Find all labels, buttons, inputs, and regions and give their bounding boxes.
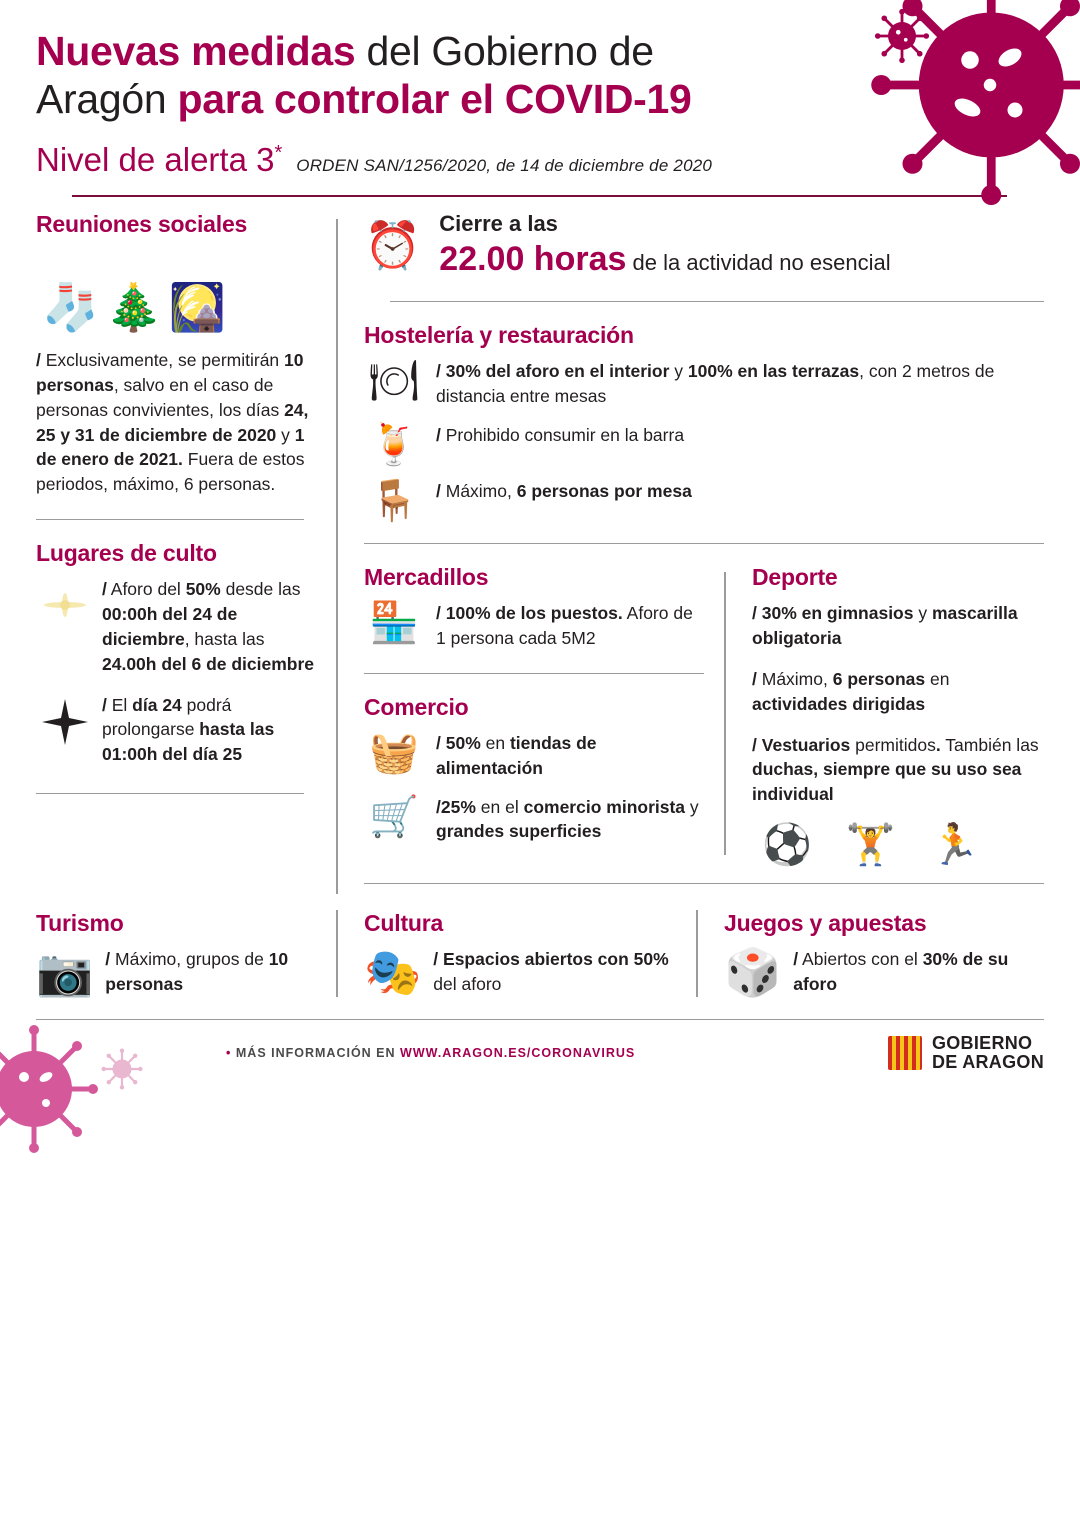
closing-rest: de la actividad no esencial [626,250,891,276]
divider-center-1 [364,673,704,674]
market-stall-icon [364,601,424,646]
section-title-culto: Lugares de culto [36,540,217,567]
comercio-text-1: / 50% en tiendas de alimentación [436,732,597,778]
aragon-flag-icon [888,1036,922,1070]
culto-text-2: / El día 24 podrá prolongarse hasta las 01:00h del día 25 [102,694,275,765]
alert-level-text: Nivel de alerta 3 [36,141,275,179]
title-plain-1: del Gobierno de [355,28,654,74]
juegos-item [724,947,1044,997]
order-reference: ORDEN SAN/1256/2020, de 14 de diciembre de 2020 [296,156,713,176]
section-title-deporte: Deporte [752,564,838,591]
section-title-cultura: Cultura [364,910,444,937]
hosteleria-text-2: / Prohibido consumir en la barra [436,425,685,446]
shopping-basket-glyph: 🧺 [369,730,419,775]
comercio-text-2: /25% en el comercio minorista y grandes superficies [436,796,699,842]
cocktail-glyph: 🍹 [369,423,419,468]
comercio-item [364,731,704,781]
more-info [226,1046,635,1060]
title-accent-1: Nuevas medidas [36,28,356,74]
title-accent-2: para controlar el COVID-19 [177,75,692,122]
gov-line-2: DE ARAGON [931,1051,1044,1072]
closing-text [439,211,890,279]
culto-item [36,577,318,676]
theater-masks-icon: 🎭 [364,945,422,998]
right-column [338,211,1044,904]
page-title [36,28,836,123]
deporte-text-1: / 30% en gimnasios y mascarilla obligatoria [752,603,1018,649]
asterisk: * [274,142,283,165]
section-title-hosteleria: Hostelería y restauración [364,322,634,349]
hosteleria-text-3: / Máximo, 6 personas por mesa [436,481,692,502]
coronavirus-small-icon [874,8,930,64]
title-plain-2: Aragón [36,75,178,122]
deporte-text-2: / Máximo, 6 personas en actividades dirigidas [752,668,950,714]
divider-right-3 [364,883,1044,884]
culto-item [36,693,318,768]
hosteleria-item [364,479,1044,524]
shopping-cart-icon [364,795,424,837]
cultura-text: / Espacios abiertos con 50% del aforo [433,949,669,994]
reuniones-text: / Exclusivamente, se permitirán 10 personas, salvo en el caso de personas convivientes, los días 24, 25 y 31 de diciembre de 2020 y 1 de enero de 2021. Fuera de estos periodos, máximo, 6 personas. [36,350,309,495]
bullet-dot-icon: • [226,1045,232,1060]
sub-columns [364,564,1044,868]
four-point-star-icon [36,693,94,745]
hosteleria-item [364,359,1044,409]
divider-right-1 [390,301,1044,302]
divider-left-2 [36,793,304,794]
divider-left-1 [36,519,304,520]
deporte-text-3: / Vestuarios permitidos. También las duchas, siempre que su uso sea individual [752,734,1039,805]
government-logo [888,1034,1044,1072]
government-label [932,1034,1044,1072]
shopping-basket-icon [364,731,424,773]
star-burst-icon [36,577,94,627]
dice-icon: 🎲 [724,945,782,998]
alert-level [36,141,282,179]
closing-detail [439,240,890,279]
footer [0,1020,1080,1072]
soccer-ball-icon: ⚽ [762,823,812,868]
christmas-stocking-icon: 🧦 [42,281,100,334]
section-title-turismo: Turismo [36,910,124,937]
bottom-sections [0,910,1080,997]
shopping-cart-glyph: 🛒 [369,794,419,839]
comercio-item [364,795,704,845]
juegos-section [696,910,1044,997]
turismo-text: / Máximo, grupos de 10 personas [105,949,289,994]
christmas-tree-icon: 🎄 [105,281,163,334]
cocktail-icon [364,423,424,468]
cultura-item [364,947,676,997]
camera-icon: 📷 [36,945,94,998]
website-url[interactable]: WWW.ARAGON.ES/CORONAVIRUS [400,1045,636,1060]
food-cloche-glyph: 🍽 [368,359,420,404]
main-content [0,211,1080,904]
turismo-section [36,910,336,997]
mercadillos-item [364,601,704,651]
alert-level-row [36,141,1040,179]
weightlifting-icon: 🏋 [845,823,896,868]
footer-wrapper [0,1019,1080,1139]
section-title-comercio: Comercio [364,693,469,720]
market-stall-glyph: 🏪 [369,601,419,646]
section-title-juegos: Juegos y apuestas [724,910,927,937]
alarm-clock-icon: ⏰ [364,219,422,272]
closing-label: Cierre a las [439,211,558,237]
christmas-icons [42,248,318,334]
food-cloche-icon [364,359,424,404]
mercadillos-text: / 100% de los puestos. Aforo de 1 persona cada 5M2 [436,603,693,649]
more-info-label: MÁS INFORMACIÓN EN [235,1045,396,1060]
header [0,0,1080,197]
closing-hours: 22.00 horas [439,240,627,279]
juegos-text: / Abiertos con el 30% de su aforo [793,949,1009,994]
running-icon: 🏃 [929,823,980,868]
table-chairs-icon [364,479,424,524]
sub-column-right [726,564,1044,868]
section-title-mercadillos: Mercadillos [364,564,489,591]
culto-text-1: / Aforo del 50% desde las 00:00h del 24 de diciembre, hasta las 24.00h del 6 de diciembre [102,579,315,674]
hosteleria-item [364,423,1044,468]
closing-time-block [364,211,1044,279]
christmas-bauble-icon: 🎑 [168,281,226,334]
divider-right-2 [364,543,1044,544]
hosteleria-text-1: / 30% del aforo en el interior y 100% en las terrazas, con 2 metros de distancia entre mesas [436,361,995,407]
table-chairs-glyph: 🪑 [369,479,419,524]
header-divider [72,195,1007,197]
left-column [36,211,336,904]
cultura-section [336,910,696,997]
turismo-item [36,947,318,997]
gov-line-1: GOBIERNO [931,1032,1033,1053]
sub-column-center [364,564,724,865]
sport-icons [752,823,1044,868]
section-title-reuniones: Reuniones sociales [36,211,248,238]
